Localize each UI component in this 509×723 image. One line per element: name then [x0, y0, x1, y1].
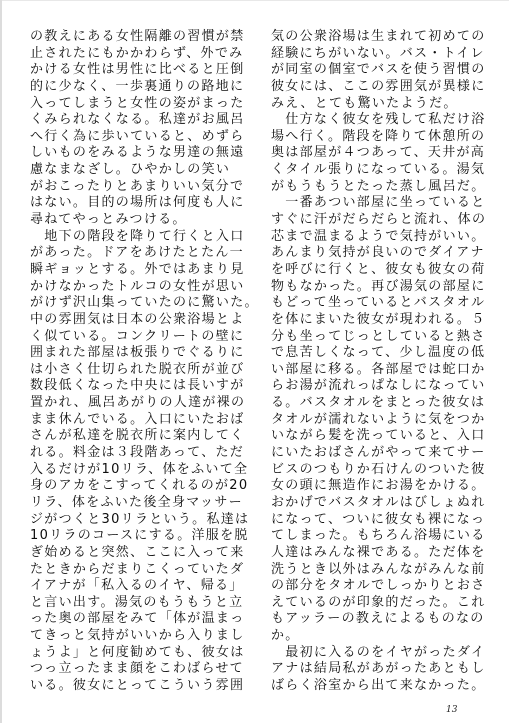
left-column — [30, 29, 260, 695]
text-line: アナは結局私があがったあともし — [271, 661, 486, 677]
text-line: 囲まれた部屋は板張りでぐるりに — [30, 345, 245, 361]
text-line: と言い出す。湯気のもうもうと立 — [30, 594, 244, 610]
text-line: 的に少なく、一歩裏通りの路地に — [30, 78, 245, 94]
text-line: がけず沢山集っていたのに驚いた。 — [30, 295, 259, 311]
text-line: しいものをみるような男達の無遠 — [30, 145, 245, 161]
text-line: てしまった。もちろん浴場にいる — [271, 528, 486, 544]
text-line: を呼びに行くと、彼女も彼女の荷 — [271, 261, 486, 277]
text-line: おかげでバスタオルはびしょぬれ — [271, 494, 486, 510]
text-line: ビスのつもりか石けんのついた彼 — [271, 461, 486, 477]
text-line: 芯まで温まるようで気持がいい。 — [271, 228, 486, 244]
text-line: すぐに汗がだらだらと流れ、体の — [271, 212, 487, 228]
text-line: 置かれ、風呂あがりの人達が裸の — [30, 395, 246, 411]
text-line: 場へ行く。階段を降りて休憩所の — [271, 128, 486, 144]
text-line: あんまり気持が良いのでダイアナ — [271, 245, 485, 261]
text-line: みえ、とても驚いたようだ。 — [271, 95, 458, 111]
text-line: つっ立ったまま顔をこわばらせて — [30, 661, 244, 677]
text-line: 最初に入るのをイヤがったダイ — [271, 644, 486, 660]
text-line: 慮なまなざし。ひやかしの笑い — [30, 162, 231, 178]
text-line: る。バスタオルをまとった彼女は — [271, 395, 486, 411]
text-line: ばらく浴室から出て来なかった。 — [271, 677, 486, 693]
text-line: いる。彼女にとってこういう雰囲 — [30, 677, 245, 693]
text-line: 女の頭に無造作にお湯をかける。 — [271, 478, 486, 494]
text-line: の教えにある女性隔離の習慣が禁 — [30, 29, 245, 44]
text-line: く似ている。コンクリートの壁に — [30, 328, 245, 344]
text-line: れる。料金は３段階あって、ただ — [30, 445, 245, 461]
right-column — [271, 29, 501, 695]
text-line: くみられなくなる。私達がお風呂 — [30, 112, 245, 128]
text-line: がもうもうとたった蒸し風呂だ。 — [271, 178, 486, 194]
text-line: った奥の部屋をみて「体が温まっ — [30, 611, 245, 627]
text-line: ぎ始めると突然、ここに入って来 — [30, 544, 245, 560]
text-line: で息苦しくなって、少し温度の低 — [271, 345, 486, 361]
text-line: があった。ドアをあけたとたん一 — [30, 245, 244, 261]
text-line: になって、ついに彼女も裸になっ — [271, 511, 486, 527]
text-line: 止されたにもかかわらず、外でみ — [30, 45, 244, 61]
text-line: 一番あつい部屋に坐っていると — [271, 195, 486, 211]
text-line: 彼女には、ここの雰囲気が異様に — [271, 78, 486, 94]
text-line: たときからだまりこくっていたダ — [30, 561, 245, 577]
text-line: 尋ねてやっとみつける。 — [30, 212, 187, 228]
text-line: が同室の個室でバスを使う習慣の — [271, 62, 486, 78]
text-line: はない。目的の場所は何度も人に — [30, 195, 245, 211]
text-line: いながら髪を洗っていると、入口 — [271, 428, 486, 444]
text-line: を体にまいた彼女が現われる。５ — [271, 311, 486, 327]
text-line: 入ってしまうと女性の姿がまった — [30, 95, 245, 111]
text-line: 地下の階段を降りて行くと入口 — [30, 228, 245, 244]
text-line: 仕方なく彼女を残して私だけ浴 — [271, 112, 486, 128]
text-line: にいたおばさんがやって来てサー — [271, 445, 486, 461]
page-number: 13 — [446, 705, 458, 715]
text-line: 入るだけが10リラ、体をふいて全 — [30, 461, 249, 477]
text-line: まま休んでいる。入口にいたおば — [30, 411, 245, 427]
text-line: 10リラのコースにする。洋服を脱 — [30, 528, 249, 544]
text-line: ジがつくと30リラという。私達は — [30, 511, 250, 527]
text-line: イアナが「私入るのイヤ、帰る」 — [30, 578, 244, 594]
text-line: かける女性は男性に比べると圧倒 — [30, 62, 245, 78]
text-line: えているのが印象的だった。これ — [271, 594, 486, 610]
text-line: がおこったりとあまりいい気分で — [30, 178, 245, 194]
text-line: ょうよ」と何度勧めても、彼女は — [30, 644, 245, 660]
text-line: 分も坐ってじっとしていると熱さ — [271, 328, 486, 344]
text-line: 瞬ギョッとする。外ではあまり見 — [30, 261, 245, 277]
text-line: は小さく仕切られた脱衣所が並び — [30, 361, 245, 377]
text-line: 物もなかった。再び湯気の部屋に — [271, 278, 486, 294]
text-line: らお湯が流れっぱなしになってい — [271, 378, 486, 394]
text-line: か。 — [271, 628, 300, 644]
text-line: 奥は部屋が４つあって、天井が高 — [271, 145, 486, 161]
text-line: 数段低くなった中央には長いすが — [30, 378, 245, 394]
text-line: てきっと気持がいいから入りまし — [30, 628, 245, 644]
text-line: 身のアカをこすってくれるのが20 — [30, 478, 249, 494]
text-line: 人達はみんな裸である。ただ体を — [271, 544, 486, 560]
text-line: い部屋に移る。各部屋では蛇口か — [271, 361, 486, 377]
text-line: 中の雰囲気は日本の公衆浴場とよ — [30, 311, 245, 327]
text-line: 経験にちがいない。バス・トイレ — [271, 45, 485, 61]
text-line: タオルが濡れないように気をつか — [271, 411, 486, 427]
text-line: 気の公衆浴場は生まれて初めての — [271, 29, 486, 44]
text-line: くタイル張りになっている。湯気 — [271, 162, 486, 178]
text-line: もアッラーの教えによるものなの — [271, 611, 485, 627]
text-line: 洗うとき以外はみんながみんな前 — [271, 561, 486, 577]
text-line: へ行く為に歩いていると、めずら — [30, 128, 245, 144]
text-line: の部分をタオルでしっかりとおさ — [271, 578, 486, 594]
text-line: リラ、体をふいた後全身マッサー — [30, 494, 243, 510]
text-line: もどって坐っているとバスタオル — [271, 295, 486, 311]
text-line: かけなかったトルコの女性が思い — [30, 278, 245, 294]
text-line: さんが私達を脱衣所に案内してく — [30, 428, 245, 444]
